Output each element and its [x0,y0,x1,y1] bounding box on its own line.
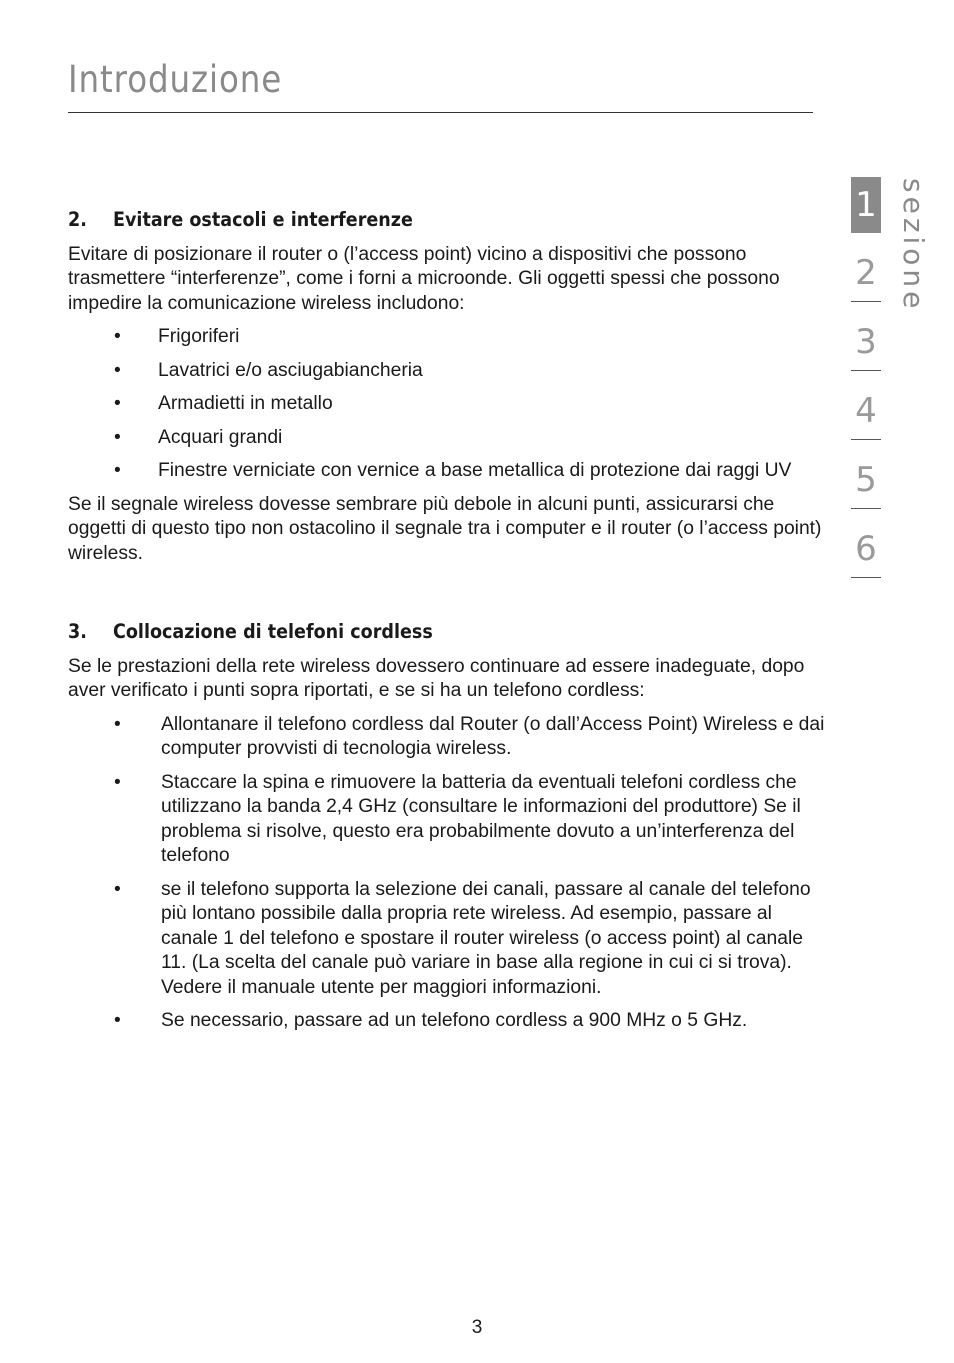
list-item: • Lavatrici e/o asciugabiancheria [68,359,828,384]
page-title: Introduzione [68,58,283,101]
main-content [68,208,828,1043]
section-2-outro: Se il segnale wireless dovesse sembrare più debole in alcuni punti, assicurarsi che oggetti di questo tipo non ostacolino il segnale tra i computer e il router (o l’access point) wireless. [68,493,822,564]
bullet-icon: • [114,771,121,793]
section-label: sezione [897,178,930,313]
list-item: • se il telefono supporta la selezione dei canali, passare al canale del telefono più lontano possibile dalla propria rete wireless. Ad esempio, passare al canale 1 del telefono e spostare il router wireless (o access point) al canale 11. (La scelta del canale può variare in base alla regione in cui ci si trova). Vedere il manuale utente per maggiori informazioni. [114,878,811,998]
section-2-heading [68,208,752,233]
section-tab-2[interactable]: 2 [851,245,881,302]
cordless-list [68,713,828,1034]
section-3-title: Collocazione di telefoni cordless [113,620,433,643]
list-item: • Finestre verniciate con vernice a base metallica di protezione dai raggi UV [68,459,828,484]
list-item: • Armadietti in metallo [68,392,828,417]
bullet-icon: • [114,359,121,381]
section-3-heading [68,620,752,645]
obstacle-list [68,325,828,484]
bullet-icon: • [114,393,121,414]
list-item: • Allontanare il telefono cordless dal Router (o dall’Access Point) Wireless e dai computer provvisti di tecnologia wireless. [114,713,825,759]
list-item: • Staccare la spina e rimuovere la batteria da eventuali telefoni cordless che utilizzano la banda 2,4 GHz (consultare le informazioni del produttore) Se il problema si risolve, questo era probabilmente dovuto a un’interferenza del telefono [114,771,801,866]
bullet-icon: • [114,460,121,481]
title-divider [68,112,813,113]
bullet-icon: • [114,878,121,900]
section-tab-3[interactable]: 3 [851,314,881,371]
bullet-icon: • [114,326,121,347]
section-2-intro: Evitare di posizionare il router o (l’access point) vicino a dispositivi che possono trasmettere “interferenze”, come i forni a microonde. Gli oggetti spessi che possono impedire la comunicazione wireless includono: [68,243,780,314]
section-tab-5[interactable]: 5 [851,452,881,509]
bullet-icon: • [114,713,121,735]
section-tabs [851,177,881,590]
page-number: 3 [471,1317,483,1338]
section-3-number: 3. [68,620,87,643]
bullet-icon: • [114,1010,121,1031]
section-3-intro: Se le prestazioni della rete wireless dovessero continuare ad essere inadeguate, dopo aver verificato i punti sopra riportati, e se si ha un telefono cordless: [68,655,805,701]
section-tab-1[interactable]: 1 [851,177,881,233]
list-item: • Acquari grandi [68,426,828,451]
list-item: • Se necessario, passare ad un telefono cordless a 900 MHz o 5 GHz. [68,1009,828,1034]
bullet-icon: • [114,426,121,448]
section-2-title: Evitare ostacoli e interferenze [113,208,413,231]
list-item: • Frigoriferi [68,325,828,350]
section-tab-4[interactable]: 4 [851,383,881,440]
section-tab-6[interactable]: 6 [851,521,881,578]
section-2-number: 2. [68,208,87,231]
